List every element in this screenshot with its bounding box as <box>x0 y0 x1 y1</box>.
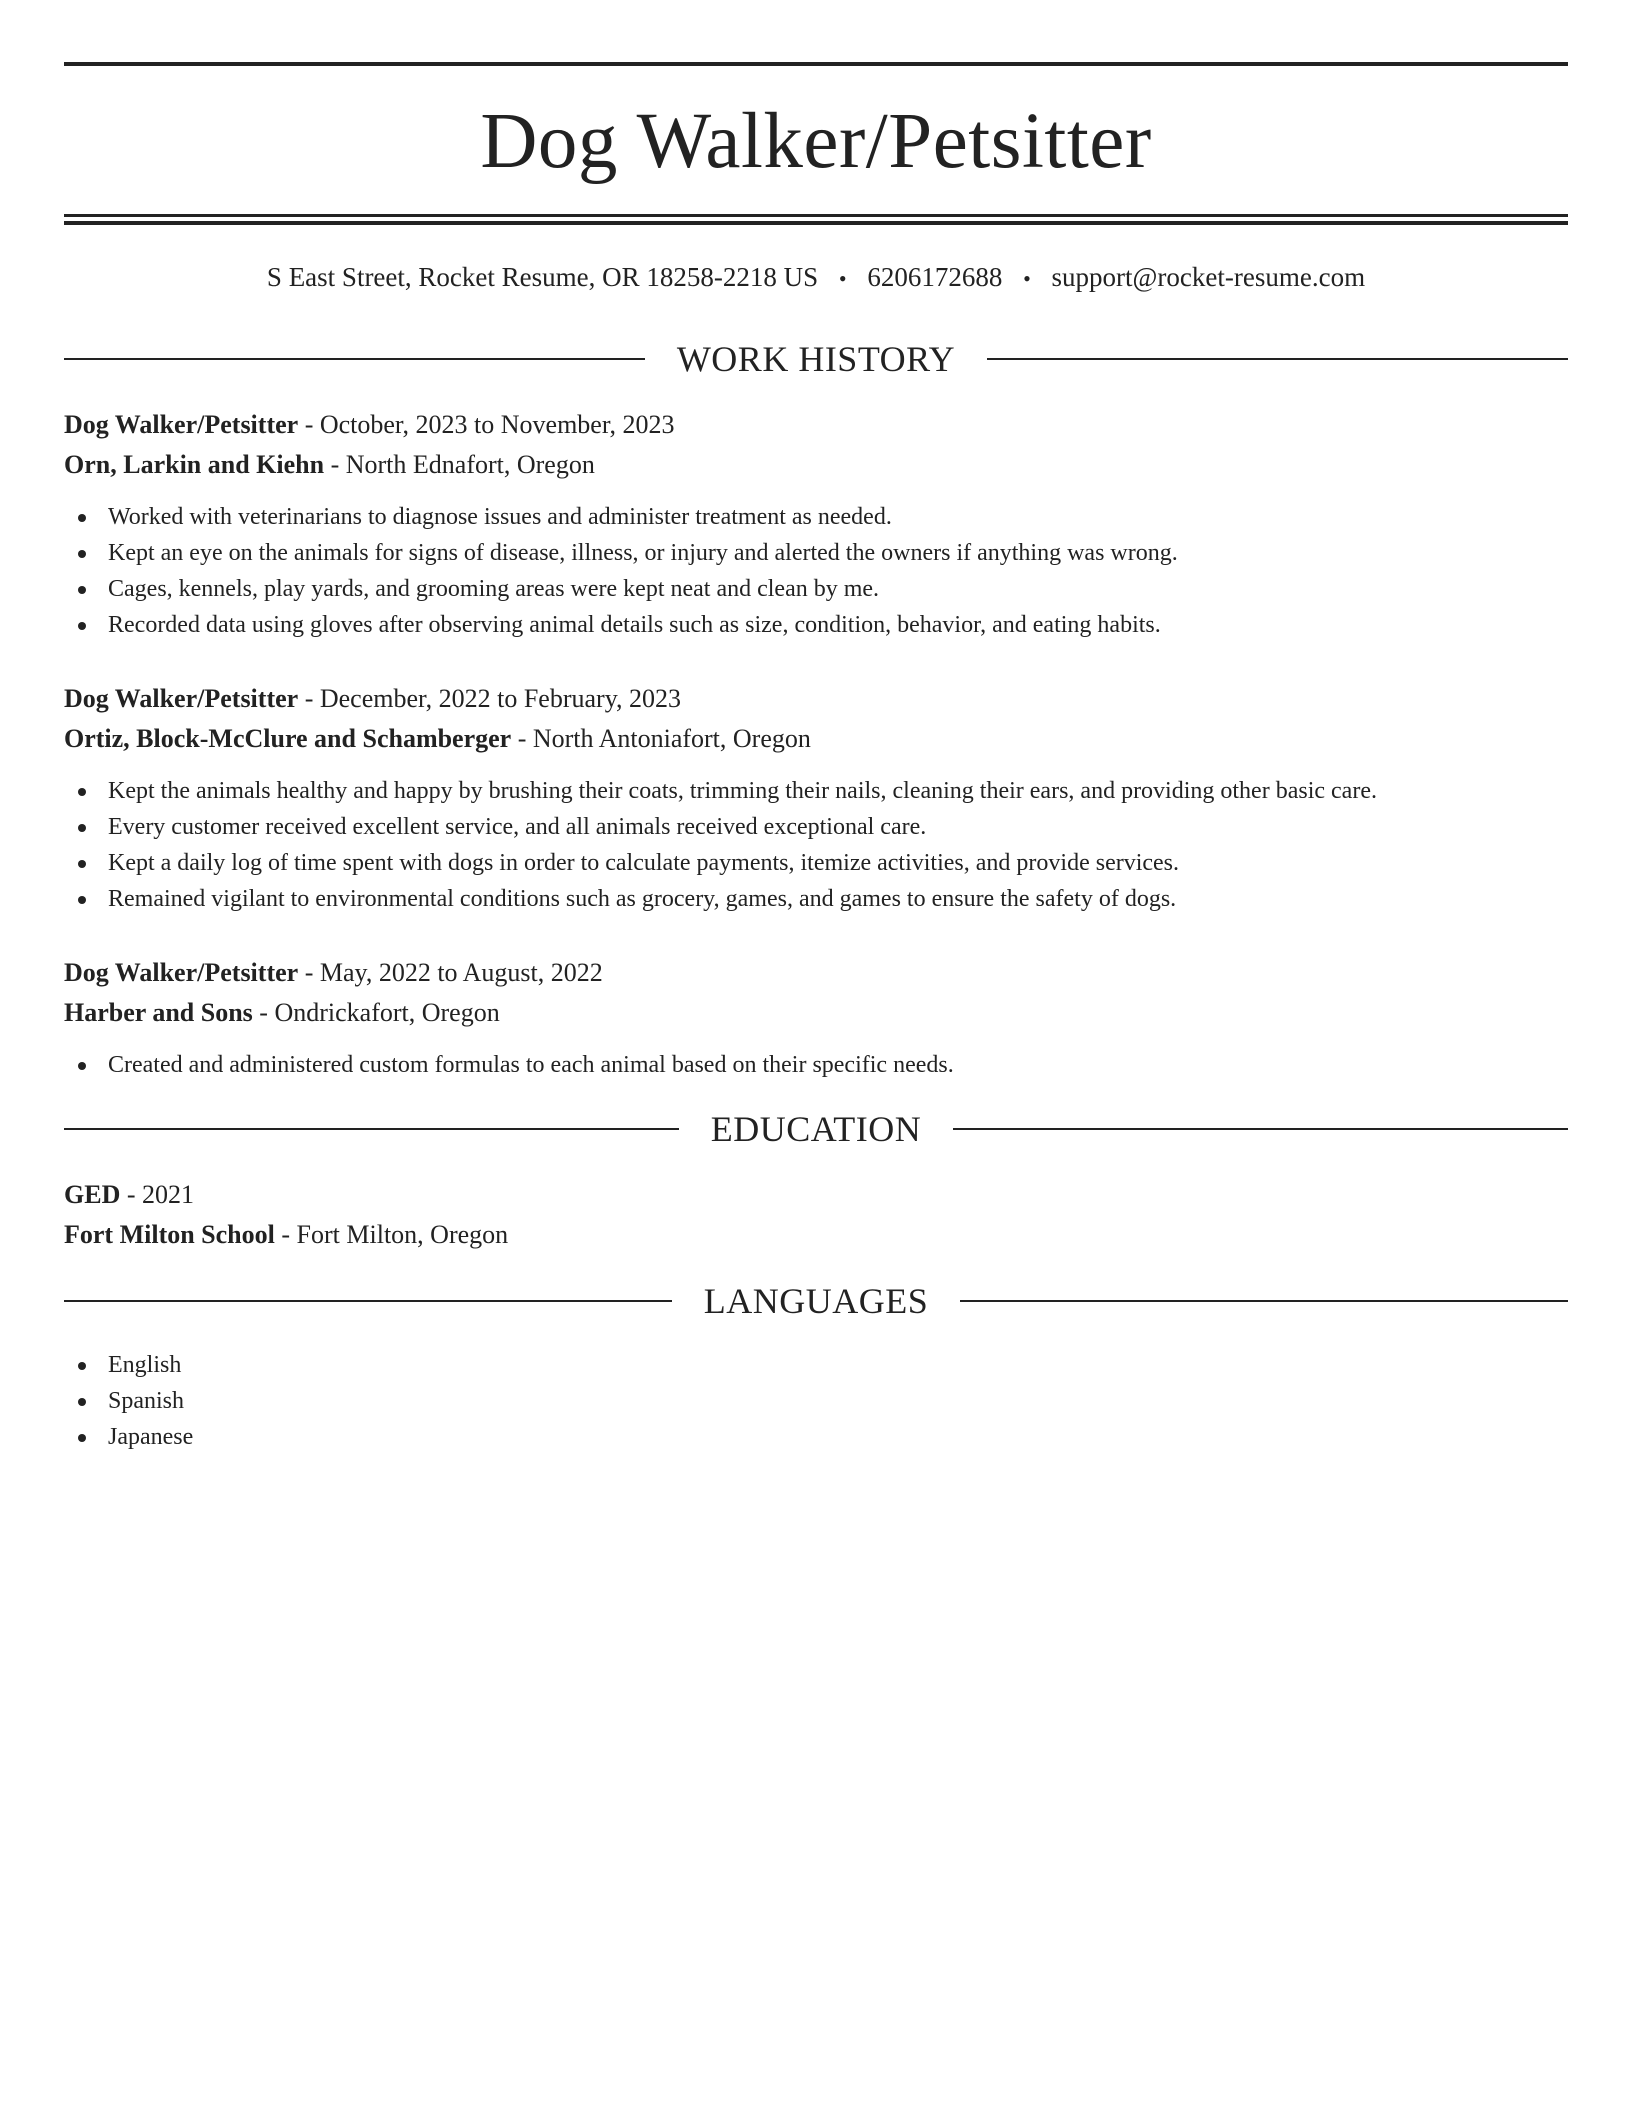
contact-email: support@rocket-resume.com <box>1051 262 1366 292</box>
job-entry <box>64 953 1568 1083</box>
languages-header <box>64 1279 1568 1323</box>
job-title: Dog Walker/Petsitter <box>64 958 299 987</box>
job-bullets <box>64 499 1568 643</box>
language-text: Spanish <box>108 1388 185 1414</box>
bullet-icon <box>78 896 86 904</box>
job-company-line <box>64 719 1568 759</box>
language-item <box>64 1347 1568 1383</box>
language-text: Japanese <box>108 1424 194 1450</box>
resume-name: Dog Walker/Petsitter <box>480 98 1152 185</box>
job-bullets <box>64 1047 1568 1083</box>
bullet-item <box>64 845 1568 881</box>
job-location: - Ondrickafort, Oregon <box>259 998 500 1027</box>
contact-address: S East Street, Rocket Resume, OR 18258-2218 US <box>266 262 819 292</box>
education-year: - 2021 <box>126 1180 195 1209</box>
job-title-line <box>64 405 1568 445</box>
bullet-icon <box>78 1434 86 1442</box>
bullet-icon <box>78 824 86 832</box>
languages-list <box>64 1347 1568 1455</box>
bullet-icon <box>78 514 86 522</box>
section-rule-left <box>64 1128 679 1130</box>
job-location: - North Antoniafort, Oregon <box>517 724 811 753</box>
top-rule <box>64 62 1568 66</box>
job-entry <box>64 679 1568 917</box>
contact-separator: • <box>1023 266 1031 291</box>
education-school-line <box>64 1215 1568 1255</box>
job-dates: - October, 2023 to November, 2023 <box>304 410 675 439</box>
job-company: Harber and Sons <box>64 998 253 1027</box>
bullet-icon <box>78 550 86 558</box>
bullet-icon <box>78 1362 86 1370</box>
section-title: LANGUAGES <box>703 1281 929 1321</box>
job-title: Dog Walker/Petsitter <box>64 410 299 439</box>
job-title-line <box>64 679 1568 719</box>
job-company: Ortiz, Block-McClure and Schamberger <box>64 724 512 753</box>
bullet-icon <box>78 1062 86 1070</box>
language-item <box>64 1383 1568 1419</box>
job-company: Orn, Larkin and Kiehn <box>64 450 325 479</box>
job-title: Dog Walker/Petsitter <box>64 684 299 713</box>
contact-phone: 6206172688 <box>867 262 1003 292</box>
bullet-icon <box>78 860 86 868</box>
bullet-text: Kept the animals healthy and happy by brushing their coats, trimming their nails, cleaning their ears, and providing other basic care. <box>108 778 1377 804</box>
education-degree: GED <box>64 1180 121 1209</box>
education-entry <box>64 1175 1568 1255</box>
job-dates: - December, 2022 to February, 2023 <box>304 684 682 713</box>
education-school: Fort Milton School <box>64 1220 275 1249</box>
bullet-icon <box>78 1398 86 1406</box>
section-title: EDUCATION <box>710 1109 922 1149</box>
bullet-icon <box>78 788 86 796</box>
bullet-item <box>64 1047 1568 1083</box>
contact-separator: • <box>838 266 847 291</box>
education-location: - Fort Milton, Oregon <box>281 1220 509 1249</box>
bullet-item <box>64 571 1568 607</box>
section-rule-right <box>987 358 1568 360</box>
section-rule-right <box>960 1300 1568 1302</box>
language-item <box>64 1419 1568 1455</box>
bullet-item <box>64 809 1568 845</box>
education-header <box>64 1107 1568 1151</box>
contact-line <box>64 259 1568 297</box>
work-history-header <box>64 337 1568 381</box>
bullet-text: Created and administered custom formulas to each animal based on their specific needs. <box>108 1052 954 1078</box>
job-entry <box>64 405 1568 643</box>
language-text: English <box>108 1352 182 1378</box>
job-dates: - May, 2022 to August, 2022 <box>304 958 603 987</box>
bullet-icon <box>78 622 86 630</box>
section-rule-right <box>953 1128 1568 1130</box>
job-title-line <box>64 953 1568 993</box>
bullet-text: Remained vigilant to environmental conditions such as grocery, games, and games to ensure the safety of dogs. <box>108 886 1177 912</box>
bullet-item <box>64 535 1568 571</box>
job-bullets <box>64 773 1568 917</box>
section-rule-left <box>64 1300 672 1302</box>
header-double-rule <box>64 214 1568 225</box>
bullet-text: Kept an eye on the animals for signs of disease, illness, or injury and alerted the owners if anything was wrong. <box>108 540 1178 566</box>
bullet-text: Worked with veterinarians to diagnose issues and administer treatment as needed. <box>108 504 892 530</box>
bullet-icon <box>78 586 86 594</box>
bullet-text: Recorded data using gloves after observing animal details such as size, condition, behavior, and eating habits. <box>108 612 1161 638</box>
job-location: - North Ednafort, Oregon <box>330 450 595 479</box>
bullet-text: Kept a daily log of time spent with dogs in order to calculate payments, itemize activities, and provide services. <box>108 850 1180 876</box>
job-company-line <box>64 993 1568 1033</box>
education-degree-line <box>64 1175 1568 1215</box>
bullet-item <box>64 773 1568 809</box>
section-title: WORK HISTORY <box>676 339 956 379</box>
bullet-item <box>64 607 1568 643</box>
bullet-text: Every customer received excellent service, and all animals received exceptional care. <box>108 814 927 840</box>
section-rule-left <box>64 358 645 360</box>
bullet-text: Cages, kennels, play yards, and grooming areas were kept neat and clean by me. <box>108 576 880 602</box>
job-company-line <box>64 445 1568 485</box>
bullet-item <box>64 881 1568 917</box>
bullet-item <box>64 499 1568 535</box>
